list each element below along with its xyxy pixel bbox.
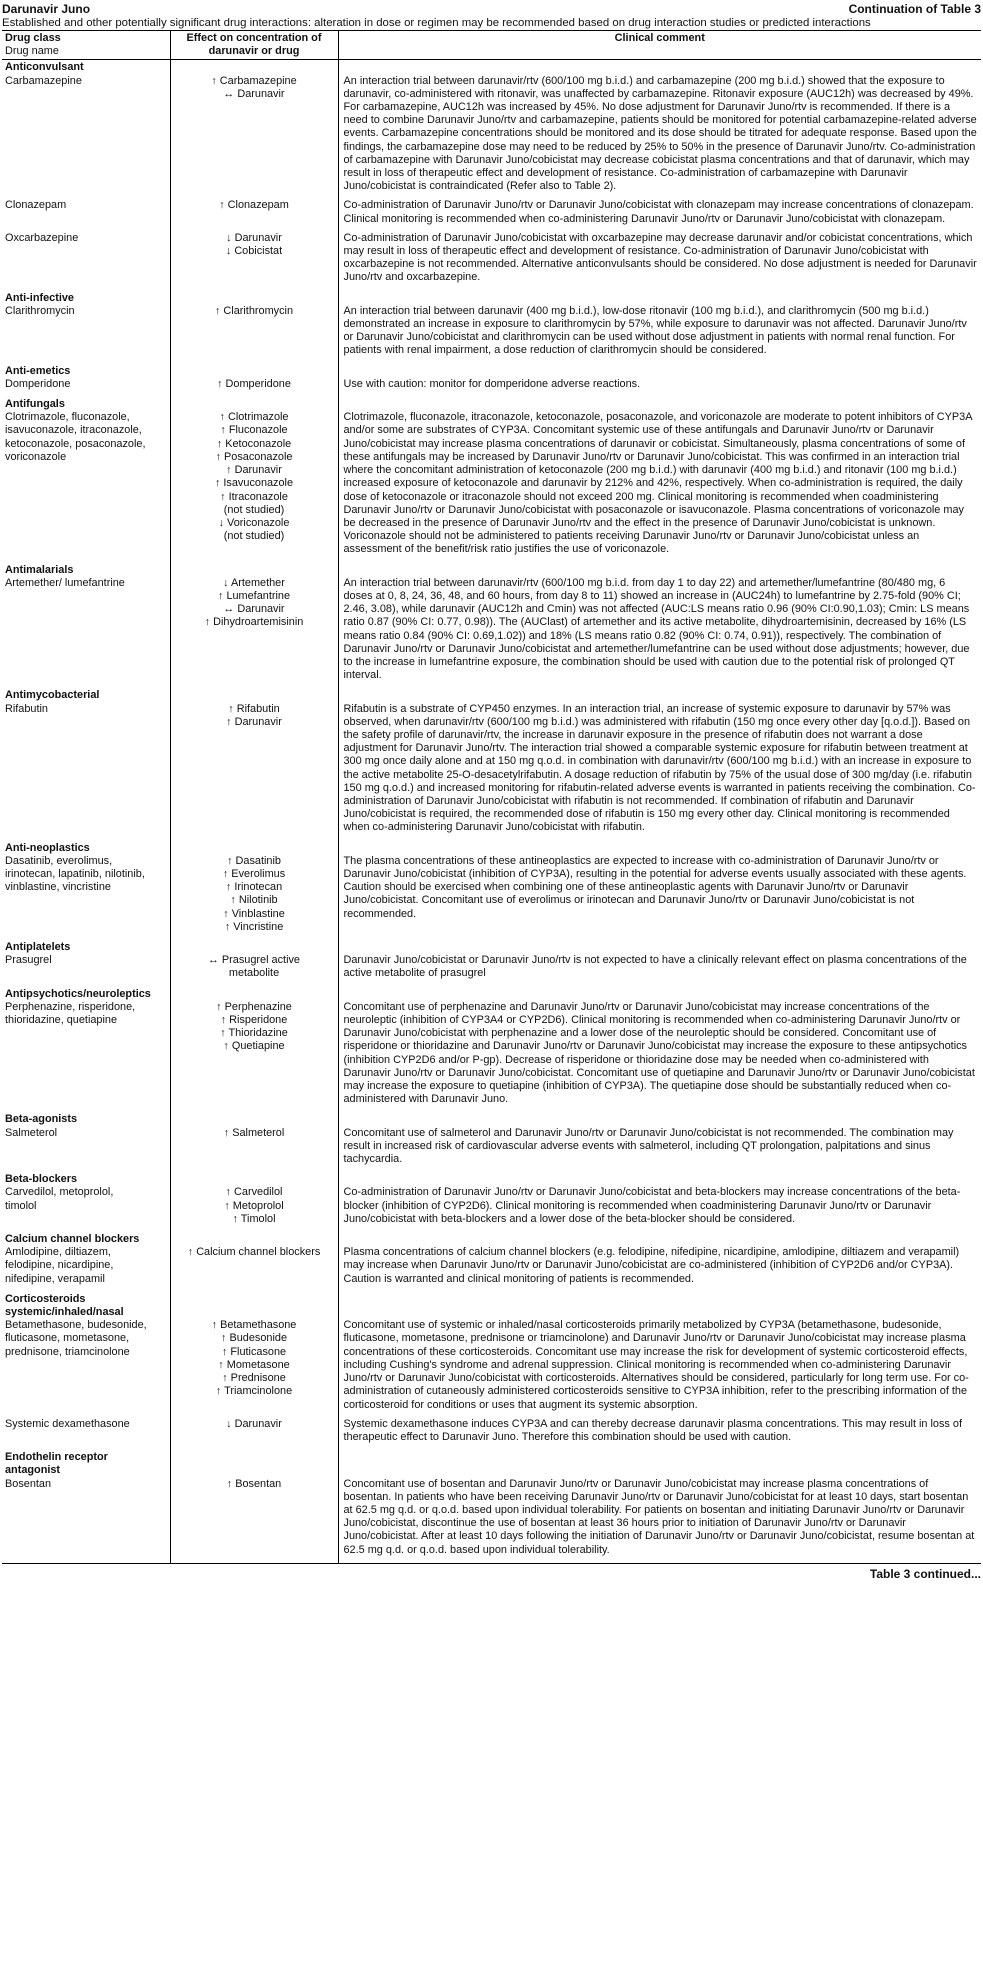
effect-value: ↑ Carvedilol [225, 1186, 283, 1199]
effect-value: (not studied) [223, 530, 285, 543]
effect-value: metabolite [228, 967, 280, 980]
drug-row [2, 1319, 981, 1417]
clinical-comment: Use with caution: monitor for domperidone adverse reactions. [343, 377, 641, 390]
drug-class-label [2, 987, 170, 1001]
effect-value: ↑ Everolimus [222, 867, 286, 880]
drug-name: ketoconazole, posaconazole, [5, 437, 146, 450]
drug-name-cell [2, 703, 170, 841]
drug-class-row [2, 1292, 981, 1319]
document-title: Darunavir Juno [2, 2, 91, 16]
effect-cell [170, 1319, 338, 1417]
effect-value: ↑ Dasatinib [227, 854, 281, 867]
drug-name-cell [2, 232, 170, 291]
drug-name: Bosentan [5, 1477, 52, 1490]
effect-header [170, 31, 338, 60]
drug-name-cell [2, 1186, 170, 1232]
drug-name-cell [2, 954, 170, 986]
drug-class-label-line: Calcium channel blockers [5, 1233, 140, 1246]
drug-class-label-line: Corticosteroids [5, 1292, 86, 1305]
drug-name: Carbamazepine [5, 74, 82, 87]
drug-name: nifedipine, verapamil [5, 1272, 105, 1285]
drug-class-row [2, 688, 981, 702]
effect-value: ↑ Vincristine [224, 920, 284, 933]
drug-class-label-line: Antipsychotics/neuroleptics [5, 987, 151, 1000]
drug-name-cell [2, 1319, 170, 1417]
effect-value: ↑ Triamcinolone [215, 1385, 293, 1398]
drug-name: Artemether/ lumefantrine [5, 576, 125, 589]
drug-class-label [2, 1450, 170, 1477]
drug-class-row [2, 1450, 981, 1477]
effect-header-line2: darunavir or drug [208, 45, 300, 58]
clinical-comment: An interaction trial between darunavir/rtv (600/100 mg b.i.d.) and carbamazepine (200 mg b.i.d.) showed that the exposure to darunavir, co-administered with ritonavir, was unaffected by carbamazepine. Ritonavir exposure (AUC12h) was decreased by 49%. For carbamazepine, AUC12h was increased by 45%. No dose adjustment for Darunavir Juno/rtv is recommended. If there is a need to combine Darunavir Juno/rtv and carbamazepine, patients should be monitored for potential carbamazepine-related adverse events. Carbamazepine concentrations should be monitored and its dose should be titrated for adequate response. Based upon the findings, the carbamazepine dose may need to be reduced by 25% to 50% in the presence of Darunavir Juno/rtv. Co-administration of carbamazepine with Darunavir Juno/cobicistat may decrease cobicistat plasma concentrations and that of darunavir, which may result in loss of therapeutic effect and development of resistance. Co-administration of carbamazepine with Darunavir Juno/cobicistat is contraindicated (Refer also to Table 2). [343, 74, 977, 193]
drug-row [2, 199, 981, 231]
drug-name: Domperidone [5, 377, 71, 390]
effect-cell [170, 577, 338, 689]
drug-class-label-line: systemic/inhaled/nasal [5, 1306, 124, 1319]
drug-name: fluticasone, mometasone, [5, 1332, 130, 1345]
drug-class-row [2, 940, 981, 954]
effect-value: ↑ Bosentan [226, 1477, 282, 1490]
drug-name: Systemic dexamethasone [5, 1417, 130, 1430]
drug-class-label [2, 940, 170, 954]
effect-cell [170, 305, 338, 364]
drug-row [2, 703, 981, 841]
clinical-comment: Concomitant use of salmeterol and Darunavir Juno/rtv or Darunavir Juno/cobicistat is not recommended. The combination may result in increased risk of cardiovascular adverse events with salmeterol, including QT prolongation, palpitations and sinus tachycardia. [343, 1126, 954, 1166]
drug-class-label [2, 1232, 170, 1246]
drug-name: voriconazole [5, 450, 67, 463]
effect-value: ↑ Thioridazine [220, 1027, 288, 1040]
effect-cell [170, 378, 338, 397]
clinical-comment: Concomitant use of bosentan and Darunavir Juno/rtv or Darunavir Juno/cobicistat may increase plasma concentrations of bosentan. In patients who have been receiving Darunavir Juno/rtv or Darunavir Juno/cobicistat for at least 10 days, start bosentan at 62.5 mg q.d. or q.o.d. based upon individual tolerability. For patients on bosentan and initiating Darunavir Juno/rtv or Darunavir Juno/cobicistat, discontinue the use of bosentan at least 36 hours prior to initiation of Darunavir Juno/rtv or Darunavir Juno/cobicistat. After at least 10 days following the initiation of Darunavir Juno/rtv or Darunavir Juno/cobicistat, resume bosentan at 62.5 mg q.d. or q.o.d. based upon individual tolerability. [338, 1478, 981, 1564]
effect-value: ↑ Metoprolol [224, 1199, 284, 1212]
effect-value: ↑ Vinblastine [223, 907, 285, 920]
drug-name: Salmeterol [5, 1126, 58, 1139]
drug-row [2, 1418, 981, 1450]
drug-name: Perphenazine, risperidone, [5, 1000, 136, 1013]
drug-class-label [2, 1172, 170, 1186]
drug-row [2, 577, 981, 689]
drug-row [2, 1127, 981, 1173]
effect-value: ↑ Perphenazine [216, 1000, 292, 1013]
drug-name: Clonazepam [5, 199, 67, 212]
drug-class-header-line2: Drug name [5, 45, 59, 58]
drug-class-row [2, 563, 981, 577]
drug-class-header [2, 31, 170, 60]
effect-cell [170, 703, 338, 841]
effect-value: ↑ Irinotecan [225, 881, 283, 894]
clinical-comment: An interaction trial between darunavir (400 mg b.i.d.), low-dose ritonavir (100 mg b.i.d.), and clarithromycin (500 mg b.i.d.) demonstrated an increase in exposure to clarithromycin by 57%, while exposure to darunavir was not affected. Darunavir Juno/rtv or Darunavir Juno/cobicistat and clarithromycin can be used without dose adjustment in patients with normal renal function. For patients with renal impairment, a dose reduction of clarithromycin should be considered. [343, 304, 967, 357]
effect-value: ↑ Risperidone [220, 1014, 288, 1027]
effect-cell [170, 75, 338, 200]
effect-value: ↓ Darunavir [226, 1417, 282, 1430]
drug-class-label [2, 397, 170, 411]
drug-class-row [2, 60, 981, 75]
drug-class-label-line: Antiplatelets [5, 941, 71, 953]
effect-value: ↑ Betamethasone [211, 1319, 297, 1332]
drug-class-label-line: Anti-emetics [5, 364, 71, 377]
clinical-comment: An interaction trial between darunavir/rtv (600/100 mg b.i.d. from day 1 to day 22) and artemether/lumefantrine (80/480 mg, 6 doses at 0, 8, 24, 36, 48, and 60 hours, from day 8 to 11) showed an increase in (AUC24h) to lumefantrine by 2.75-fold (90% CI; 2.46, 3.08), while darunavir (AUC12h and Cmin) was not affected (AUC:LS means ratio 0.96 (90% CI:0.90,1.03); Cmin: LS means ratio 0.87 (90% CI: 0.77, 0.98)). The (AUClast) of artemether and its active metabolite, dihydroartemisinin, decreased by 16% (LS means ratio 0.84 (90% CI: 0.69,1.02)) and 18% (LS means ratio 0.82 (90% CI: 0.74, 0.91)), respectively. The combination of Darunavir Juno/rtv or Darunavir Juno/cobicistat and artemether/lumefantrine can be used without dose adjustments; however, due to the increase in lumefantrine exposure, the combination should be used with caution due to the potential risk of prolonged QT interval. [343, 576, 970, 682]
table-subtitle: Established and other potentially significant drug interactions: alteration in dose or regimen may be recommended based on drug interaction studies or predicted interactions [2, 17, 871, 29]
effect-cell [170, 1001, 338, 1113]
clinical-comment: Co-administration of Darunavir Juno/cobicistat with oxcarbazepine may decrease darunavir and/or cobicistat concentrations, which may result in loss of therapeutic effect and development of resistance. Co-administration of Darunavir Juno/cobicistat with oxcarbazepine is not recommended. Alternative anticonvulsants should be considered. No dose adjustment is needed for Darunavir Juno/rtv and oxcarbazepine. [343, 231, 977, 284]
drug-name: timolol [5, 1199, 37, 1212]
drug-class-label [2, 1292, 170, 1319]
drug-row [2, 1246, 981, 1292]
drug-name-cell [2, 1418, 170, 1450]
drug-class-row [2, 1232, 981, 1246]
drug-class-row [2, 364, 981, 378]
drug-class-label-line: Beta-blockers [5, 1173, 78, 1186]
effect-cell [170, 411, 338, 562]
effect-value: ↑ Prednisone [222, 1372, 286, 1385]
effect-value: ↑ Calcium channel blockers [187, 1246, 321, 1259]
drug-name: Clotrimazole, fluconazole, [5, 411, 130, 424]
drug-class-label [2, 364, 170, 378]
clinical-comment: The plasma concentrations of these antineoplastics are expected to increase with co-administration of Darunavir Juno/rtv or Darunavir Juno/cobicistat (inhibition of CYP3A), resulting in the potential for adverse events usually associated with these agents. Caution should be exercised when combining one of these antineoplastic agents with Darunavir Juno/rtv or Darunavir Juno/cobicistat. Concomitant use of everolimus or irinotecan and Darunavir Juno/rtv or Darunavir Juno/cobicistat is not recommended. [343, 854, 967, 920]
drug-class-label-line: Beta-agonists [5, 1113, 78, 1126]
effect-value: ↑ Domperidone [217, 377, 291, 390]
drug-name-cell [2, 199, 170, 231]
effect-value: ↑ Rifabutin [228, 702, 280, 715]
effect-value: ↓ Cobicistat [225, 245, 283, 258]
effect-cell [170, 1478, 338, 1564]
drug-name: Dasatinib, everolimus, [5, 854, 113, 867]
effect-value: ↑ Clarithromycin [214, 304, 294, 317]
drug-name-cell [2, 305, 170, 364]
drug-class-row [2, 987, 981, 1001]
effect-value: ↑ Lumefantrine [217, 589, 291, 602]
effect-value: ↑ Fluconazole [220, 424, 288, 437]
clinical-comment-header: Clinical comment [338, 31, 981, 60]
effect-value: ↑ Dihydroartemisinin [204, 616, 304, 629]
drug-row [2, 378, 981, 397]
effect-value: ↑ Salmeterol [223, 1126, 285, 1139]
drug-row [2, 232, 981, 291]
clinical-comment: Clotrimazole, fluconazole, itraconazole, ketoconazole, posaconazole, and voriconazole are moderate to potent inhibitors of CYP3A and/or some are substrates of CYP3A. Concomitant systemic use of these antifungals and Darunavir Juno/rtv or Darunavir Juno/cobicistat may increase plasma concentrations of darunavir or cobicistat. Simultaneously, plasma concentrations of some of these antifungals may be increased by Darunavir Juno/rtv or Darunavir Juno/cobicistat. This was confirmed in an interaction trial where the concomitant administration of ketoconazole (200 mg b.i.d.) with darunavir (400 mg b.i.d.) and ritonavir (100 mg b.i.d.) increased exposure of ketoconazole and darunavir by 212% and 42%, respectively. When co-administration is required, the daily dose of ketoconazole or itraconazole should not exceed 200 mg. Clinical monitoring is recommended when coadministering Darunavir Juno/rtv or Darunavir Juno/cobicistat with posaconazole or isavuconazole. Plasma concentrations of voriconazole may be decreased in the presence of Darunavir Juno/rtv and the effect in the presence of Darunavir Juno/cobicistat is unknown. Voriconazole should not be administered to patients receiving Darunavir Juno/rtv or Darunavir Juno/cobicistat unless an assessment of the benefit/risk ratio justifies the use of voriconazole. [343, 411, 972, 556]
drug-name: Oxcarbazepine [5, 231, 79, 244]
drug-class-label [2, 1112, 170, 1126]
drug-row [2, 1186, 981, 1232]
drug-class-label-line: Anti-neoplastics [5, 841, 90, 854]
effect-value: ↑ Ketoconazole [216, 437, 292, 450]
drug-class-row [2, 1172, 981, 1186]
effect-cell [170, 954, 338, 986]
drug-row [2, 855, 981, 940]
effect-cell [170, 232, 338, 291]
clinical-comment: Plasma concentrations of calcium channel blockers (e.g. felodipine, nifedipine, nicardipine, amlodipine, diltiazem and verapamil) may increase when Darunavir Juno/rtv or Darunavir Juno/cobicistat are co-administered (inhibition of CYP2D6 and/or CYP3A). Caution is warranted and clinical monitoring of patients is recommended. [343, 1246, 960, 1285]
table-body [2, 60, 981, 1563]
drug-name-cell [2, 75, 170, 200]
effect-value: ↑ Quetiapine [223, 1040, 285, 1053]
effect-value: ↑ Budesonide [221, 1332, 287, 1345]
drug-name: Betamethasone, budesonide, [5, 1319, 147, 1332]
effect-cell [170, 1246, 338, 1292]
drug-class-row [2, 291, 981, 305]
drug-class-label [2, 841, 170, 855]
effect-cell [170, 855, 338, 940]
drug-class-row [2, 1112, 981, 1126]
table-continued-note: Table 3 continued... [869, 1566, 981, 1581]
clinical-comment: Co-administration of Darunavir Juno/rtv or Darunavir Juno/cobicistat and beta-blockers may increase concentrations of the beta-blocker (inhibition of CYP2D6). Clinical monitoring is recommended when coadministering Darunavir Juno/rtv or Darunavir Juno/cobicistat with beta-blockers and a lower dose of the beta-blocker should be considered. [343, 1186, 961, 1225]
effect-value: ↔ Prasugrel active [207, 954, 300, 967]
drug-class-label-line: Endothelin receptor [5, 1451, 108, 1464]
drug-class-label-line: Antimalarials [5, 563, 74, 576]
drug-class-header-line1: Drug class [5, 32, 61, 44]
clinical-comment: Darunavir Juno/cobicistat or Darunavir Juno/rtv is not expected to have a clinically relevant effect on plasma concentrations of the active metabolite of prasugrel [343, 954, 967, 980]
effect-value: ↓ Darunavir [226, 231, 282, 244]
drug-name-cell [2, 1127, 170, 1173]
page-header [2, 2, 981, 16]
drug-name: Prasugrel [5, 954, 52, 967]
drug-class-label-line: Antifungals [5, 398, 65, 411]
drug-name: Clarithromycin [5, 304, 75, 317]
effect-value: ↑ Nilotinib [230, 894, 278, 907]
drug-name-cell [2, 378, 170, 397]
effect-value: ↔ Darunavir [223, 87, 285, 100]
drug-name-cell [2, 577, 170, 689]
drug-name-cell [2, 411, 170, 562]
effect-value: ↑ Clotrimazole [219, 411, 289, 424]
drug-row [2, 1478, 981, 1564]
clinical-comment: Rifabutin is a substrate of CYP450 enzymes. In an interaction trial, an increase of systemic exposure to darunavir by 57% was observed, when darunavir/rtv (600/100 mg b.i.d.) was administered with rifabutin (150 mg once every other day [q.o.d.]). Based on the safety profile of darunavir/rtv, the increase in darunavir exposure in the presence of rifabutin does not warrant a dose adjustment for Darunavir Juno/rtv. The interaction trial showed a comparable systemic exposure for rifabutin between treatment at 300 mg once daily alone and at 150 mg q.o.d. in combination with darunavir/rtv (600/100 mg b.i.d.) with an increase in exposure to the active metabolite 25-O-desacetylrifabutin. A dosage reduction of rifabutin by 75% of the usual dose of 300 mg/day (i.e. rifabutin 150 mg q.o.d.) and increased monitoring for rifabutin-related adverse events is warranted in patients receiving the combination. Co-administration of Darunavir Juno/cobicistat with rifabutin is not recommended. If combination of rifabutin and Darunavir Juno/cobicistat is required, the recommended dose of rifabutin is 150 mg every other day. Clinical monitoring is recommended when co-administering Darunavir Juno/cobicistat with rifabutin. [343, 702, 976, 834]
drug-class-label-line: Anti-infective [5, 291, 74, 304]
effect-value: ↓ Artemether [223, 576, 285, 589]
drug-name: Carvedilol, metoprolol, [5, 1186, 114, 1199]
effect-value: ↑ Clonazepam [219, 199, 289, 212]
table-header-row [2, 31, 981, 60]
drug-row [2, 1001, 981, 1113]
drug-name: thioridazine, quetiapine [5, 1014, 118, 1027]
drug-name: Amlodipine, diltiazem, [5, 1246, 111, 1259]
effect-value: ↓ Voriconazole [218, 516, 290, 529]
effect-value: ↑ Posaconazole [215, 450, 293, 463]
effect-value: ↑ Mometasone [218, 1358, 290, 1371]
clinical-comment: Concomitant use of perphenazine and Darunavir Juno/rtv or Darunavir Juno/cobicistat may increase concentrations of the neuroleptic (inhibition of CYP3A4 or CYP2D6). Clinical monitoring is recommended when co-administering Darunavir Juno/rtv or Darunavir Juno/cobicistat with perphenazine and a lower dose of the neuroleptic should be considered. Concomitant use of risperidone or thioridazine and Darunavir Juno/rtv or Darunavir Juno/cobicistat may increase the exposure to these antipsychotics (inhibition CYP2D6 and/or P-gp). Decrease of risperidone or thioridazine dose may be needed when co-administered with Darunavir Juno/rtv or Darunavir Juno/cobicistat. Concomitant use of quetiapine and Darunavir Juno/rtv or Darunavir Juno/cobicistat may increase the exposure to quetiapine (inhibition of CYP3A). The quetiapine dose should be substantially reduced when co-administered with Darunavir Juno. [343, 1000, 975, 1106]
effect-cell [170, 1127, 338, 1173]
drug-row [2, 411, 981, 562]
drug-name: isavuconazole, itraconazole, [5, 424, 142, 437]
effect-value: ↑ Itraconazole [220, 490, 288, 503]
effect-value: ↑ Fluticasone [221, 1345, 287, 1358]
effect-value: ↑ Carbamazepine [211, 74, 297, 87]
drug-row [2, 305, 981, 364]
effect-value: ↑ Timolol [232, 1212, 276, 1225]
drug-name-cell [2, 1478, 170, 1564]
drug-class-label [2, 291, 170, 305]
drug-class-label-line: Antimycobacterial [5, 689, 100, 702]
effect-value: ↑ Isavuconazole [214, 477, 294, 490]
drug-class-label [2, 60, 170, 75]
drug-row [2, 954, 981, 986]
effect-value: ↔ Darunavir [223, 603, 285, 616]
drug-name-cell [2, 1246, 170, 1292]
effect-cell [170, 199, 338, 231]
drug-name: Rifabutin [5, 702, 48, 715]
clinical-comment: Co-administration of Darunavir Juno/rtv or Darunavir Juno/cobicistat with clonazepam may increase concentrations of clonazepam. Clinical monitoring is recommended when co-administering Darunavir Juno/rtv or Darunavir Juno/cobicistat with clonazepam. [343, 199, 974, 225]
drug-class-row [2, 841, 981, 855]
effect-value: ↑ Darunavir [226, 464, 282, 477]
drug-class-label-line: Anticonvulsant [5, 61, 84, 74]
drug-name: prednisone, triamcinolone [5, 1345, 130, 1358]
effect-value: (not studied) [223, 503, 285, 516]
clinical-comment: Concomitant use of systemic or inhaled/nasal corticosteroids primarily metabolized by CYP3A (betamethasone, budesonide, fluticasone, mometasone, prednisone or triamcinolone) and Darunavir Juno/rtv or Darunavir Juno/cobicistat may increase plasma concentrations of these corticosteroids. Concomitant use may increase the risk for development of systemic corticosteroid effects, including Cushing's syndrome and adrenal suppression. Clinical monitoring is recommended when co-administering Darunavir Juno/rtv or Darunavir Juno/cobicistat with corticosteroids. Alternatives should be considered, particularly for long term use. For co-administration of cutaneously administered corticosteroids sensitive to CYP3A inhibition, refer to the prescribing information of the corticosteroid for conditions or uses that augment its systemic absorption. [343, 1319, 969, 1411]
effect-cell [170, 1186, 338, 1232]
drug-class-label [2, 688, 170, 702]
interaction-table [2, 30, 981, 1564]
drug-class-label-line: antagonist [5, 1464, 61, 1477]
clinical-comment: Systemic dexamethasone induces CYP3A and can thereby decrease darunavir plasma concentrations. This may result in loss of therapeutic effect to Darunavir Juno. Therefore this combination should be used with caution. [343, 1417, 962, 1443]
drug-name: vinblastine, vincristine [5, 881, 111, 894]
drug-name: felodipine, nicardipine, [5, 1259, 114, 1272]
drug-name: irinotecan, lapatinib, nilotinib, [5, 867, 145, 880]
drug-class-row [2, 397, 981, 411]
drug-class-label [2, 563, 170, 577]
effect-cell [170, 1418, 338, 1450]
continuation-label: Continuation of Table 3 [848, 2, 981, 16]
effect-value: ↑ Darunavir [226, 715, 282, 728]
drug-name-cell [2, 855, 170, 940]
effect-header-line1: Effect on concentration of [186, 32, 322, 44]
drug-row [2, 75, 981, 200]
drug-name-cell [2, 1001, 170, 1113]
